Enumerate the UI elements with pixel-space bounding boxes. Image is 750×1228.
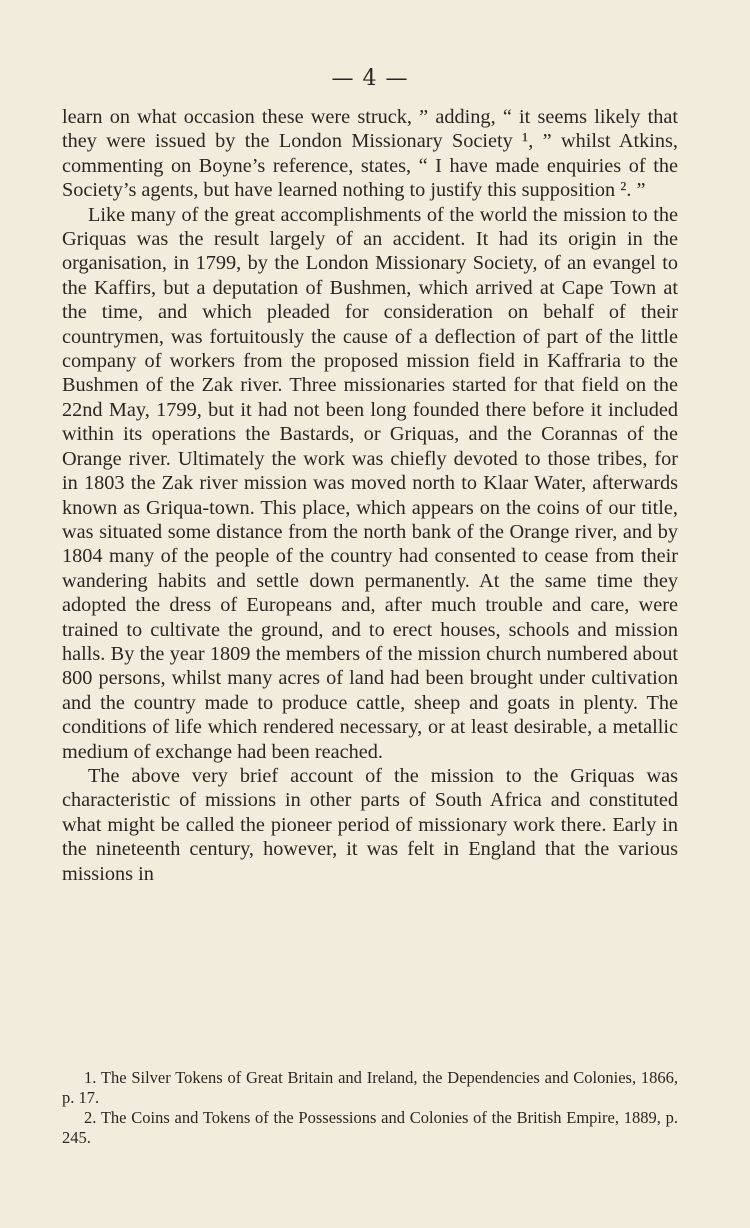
footnote-1: 1. The Silver Tokens of Great Britain and Ireland, the Dependencies and Colonies, 1866, p. 17. — [62, 1068, 678, 1107]
footnotes — [62, 1068, 678, 1148]
body-text — [62, 105, 678, 886]
paragraph-pioneer-period: The above very brief account of the mission to the Griquas was characteristic of missions in other parts of South Africa and constituted what might be called the pioneer period of missionary work there. Early in the nineteenth century, however, it was felt in England that the various missions in — [62, 764, 678, 885]
paragraph-griqua-mission: Like many of the great accomplishments of the world the mission to the Griquas was the result largely of an accident. It had its origin in the organisation, in 1799, by the London Missionary Society, of an evangel to the Kaffirs, but a deputation of Bushmen, which arrived at Cape Town at the time, and which pleaded for consideration on behalf of their countrymen, was fortuitously the cause of a deflection of part of the little company of workers from the proposed mission field in Kaffraria to the Bushmen of the Zak river. Three missionaries started for that field on the 22nd May, 1799, but it had not been long founded there before it included within its operations the Bastards, or Griquas, and the Corannas of the Orange river. Ultimately the work was chiefly devoted to those tribes, for in 1803 the Zak river mission was moved north to Klaar Water, afterwards known as Griqua-town. This place, which appears on the coins of our title, was situated some distance from the north bank of the Orange river, and by 1804 many of the people of the country had consented to cease from their wandering habits and settle down permanently. At the same time they adopted the dress of Europeans and, after much trouble and care, were trained to cultivate the ground, and to erect houses, schools and mission halls. By the year 1809 the members of the mission church numbered about 800 persons, whilst many acres of land had been brought under cultivation and the country made to produce cattle, sheep and goats in plenty. The conditions of life which rendered necessary, or at least desirable, a metallic medium of exchange had been reached. — [62, 203, 678, 763]
page-number: — 4 — — [331, 66, 409, 91]
paragraph-continued: learn on what occasion these were struck, ” adding, “ it seems likely that they were issued by the London Missionary Society ¹, ” whilst Atkins, commenting on Boyne’s reference, states, “ I have made enquiries of the Society’s agents, but have learned nothing to justify this supposition ². ” — [62, 106, 678, 202]
footnote-2: 2. The Coins and Tokens of the Possessions and Colonies of the British Empire, 1889, p. 245. — [62, 1108, 678, 1147]
